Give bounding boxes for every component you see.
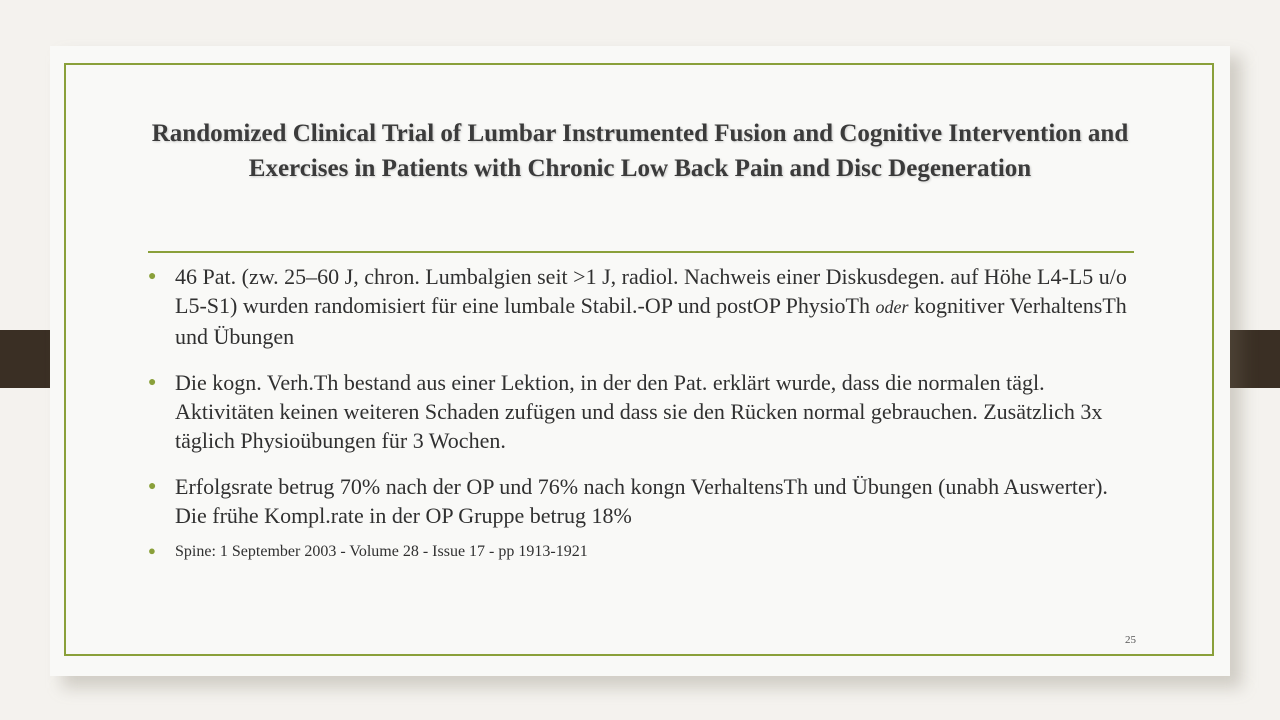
bullet-icon: ● [148,269,157,284]
bullet-text: Erfolgsrate betrug 70% nach der OP und 76% nach kongn VerhaltensTh und Übungen (unabh Auswerter). Die frühe Kompl.rate in der OP Gruppe betrug 18% [175,474,1108,528]
bullet-item-success-rate [148,472,1138,530]
decorative-side-bar-left [0,330,52,388]
bullet-icon: ● [148,375,157,390]
page-number: 25 [1125,634,1136,646]
title-divider [148,251,1134,253]
bullet-item-citation [148,541,1138,563]
bullet-text-part: kognitiver VerhaltensTh und Übungen [175,293,1127,349]
bullet-icon: ● [148,543,156,558]
citation-text: Spine: 1 September 2003 - Volume 28 - Issue 17 - pp 1913-1921 [175,543,588,560]
bullet-emphasis-text: oder [875,297,909,317]
slide-title: Randomized Clinical Trial of Lumbar Instrumented Fusion and Cognitive Intervention and Exercises in Patients with Chronic Low Back Pain and Disc Degeneration [151,120,1129,182]
bullet-icon: ● [148,479,157,494]
bullet-list [148,262,1138,563]
bullet-text: Die kogn. Verh.Th bestand aus einer Lektion, in der den Pat. erklärt wurde, dass die normalen tägl. Aktivitäten keinen weiteren Schaden zufügen und dass sie den Rücken normal gebrauchen. Zusätzlich 3x täglich Physioübungen für 3 Wochen. [175,370,1103,453]
bullet-item-cognitive-therapy [148,368,1138,455]
bullet-text-part: 46 Pat. (zw. 25–60 J, chron. Lumbalgien seit >1 J, radiol. Nachweis einer Diskusdegen. auf Höhe L4-L5 u/o L5-S1) wurden randomisiert für eine lumbale Stabil.-OP und postOP PhysioTh [175,264,1127,318]
bullet-item-study-design [148,262,1138,351]
